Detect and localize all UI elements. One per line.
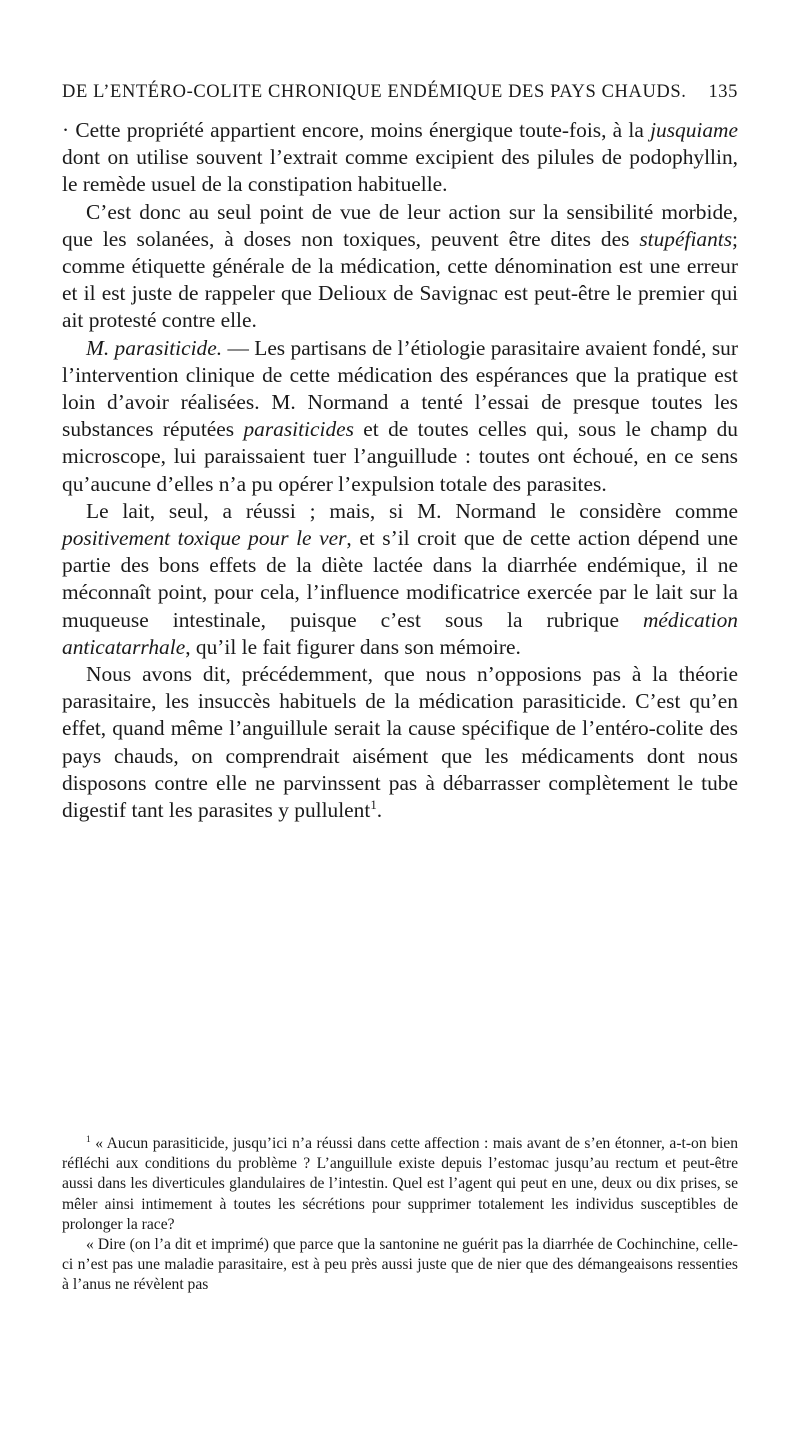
text-run: · Cette propriété appartient encore, moins énergique toute-fois, à la [62,118,651,142]
text-run: et de toutes celles qui, sous le champ du microscope, lui paraissaient tuer l’anguillude : toutes ont échoué, en ce sens qu’aucune d’elles n’a pu opérer l’expulsion totale des parasites. [62,417,738,496]
text-run: , et s’il croit que de cette action dépend une partie des bons effets de la diète lactée dans la diarrhée endémique, il ne méconnaît point, pour cela, l’influence modificatrice exercée par le lait sur la muqueuse intestinale, puisque c’est sous la rubrique [62,526,739,632]
footnote-1-continued [62,1235,738,1296]
text-run: C’est donc au seul point de vue de leur action sur la sensibilité morbide, que les solanées, à doses non toxiques, peuvent être dites des [62,199,738,251]
running-header [62,82,738,112]
text-run: ; comme étiquette générale de la médication, cette dénomination est une erreur et il est juste de rappeler que Delioux de Savignac est peut-être le premier qui ait protesté contre elle. [62,226,738,333]
footnotes [62,1134,738,1296]
italic-term: médication anticatarrhale [62,607,738,659]
paragraph-5 [62,661,738,824]
italic-term: positivement toxique pour le ver [62,526,347,551]
header-title: DE L’ENTÉRO-COLITE CHRONIQUE ENDÉMIQUE DES PAYS CHAUDS. [62,82,687,102]
footnote-ref[interactable]: 1 [370,797,377,812]
footnote-text: « Dire (on l’a dit et imprimé) que parce que la santonine ne guérit pas la diarrhée de Cochinchine, celle-ci n’est pas une maladie parasitaire, est à peu près aussi juste que de nier que des démangeaisons ressenties à l’anus ne révèlent pas [62,1236,738,1294]
text-run: dont on utilise souvent l’extrait comme excipient des pilules de podophyllin, le remède usuel de la constipation habituelle. [62,145,738,197]
footnote-marker: 1 [86,1134,91,1145]
footnote-1 [62,1134,738,1235]
main-text [62,117,738,824]
page-number: 135 [708,82,738,102]
footnote-text: « Aucun parasiticide, jusqu’ici n’a réussi dans cette affection : mais avant de s’en étonner, a-t-on bien réfléchi aux conditions du problème ? L’anguillule existe depuis l’estomac jusqu’au rectum et peut-être aussi dans les diverticules glandulaires de l’intestin. Quel est l’agent qui peut en une, deux ou dix prises, se mêler ainsi intimement à toutes les sécrétions pour supprimer totalement les individus susceptibles de prolonger la race? [62,1135,738,1233]
section-heading: M. parasiticide. [86,335,223,360]
text-run: — Les partisans de l’étiologie parasitaire avaient fondé, sur l’intervention clinique de cette médication des espérances que la pratique est loin d’avoir réalisées. M. Normand a tenté l’essai de presque toutes les substances réputées [62,335,738,442]
text-run: . [376,798,383,823]
text-run: Le lait, seul, a réussi ; mais, si M. Normand le considère comme [86,498,738,523]
italic-term: stupéfiants [639,226,733,251]
paragraph-2 [62,199,738,335]
italic-term: jusquiame [650,118,738,142]
paragraph-3 [62,335,738,498]
paragraph-1 [62,117,738,199]
text-run: Nous avons dit, précédemment, que nous n’opposions pas à la théorie parasitaire, les insuccès habituels de la médication parasiticide. C’est qu’en effet, quand même l’anguillule serait la cause spécifique de l’entéro-colite des pays chauds, on comprendrait aisément que les médicaments dont nous disposons contre elle ne parvinssent pas à débarrasser complètement le tube digestif tant les parasites y pullulent [62,662,738,823]
text-run: , qu’il le fait figurer dans son mémoire. [185,634,521,659]
italic-term: parasiticides [243,417,354,442]
paragraph-4 [62,498,738,661]
